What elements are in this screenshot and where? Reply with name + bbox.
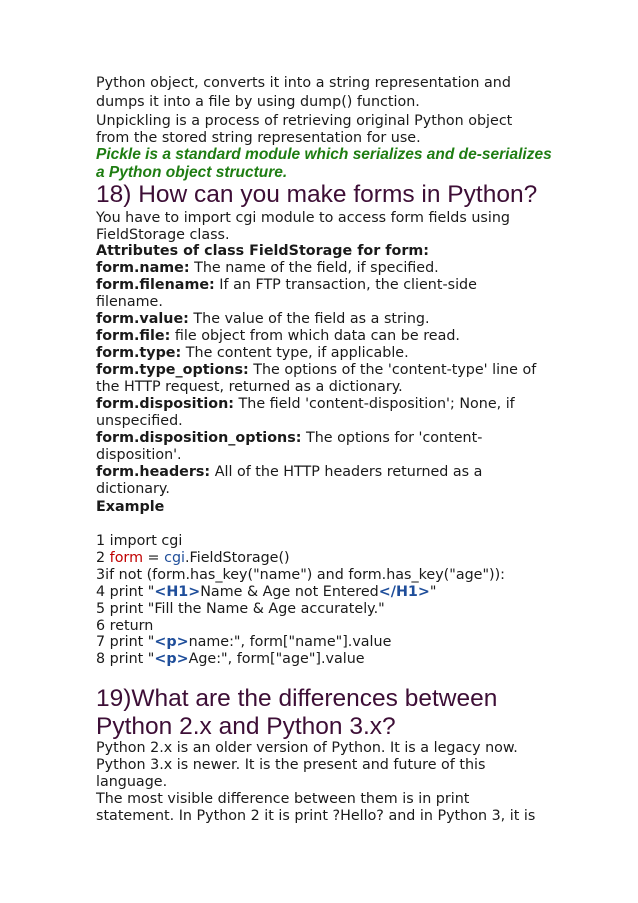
intro-line-4: from the stored string representation for use. xyxy=(96,130,421,146)
code-html-tag: <p> xyxy=(154,634,189,650)
attribute-name: form.disposition: xyxy=(96,396,234,412)
code-line-4 xyxy=(96,584,436,601)
code-text: 7 print " xyxy=(96,634,155,650)
code-text: 4 print " xyxy=(96,584,155,600)
section-19-line: statement. In Python 2 it is print ?Hello? and in Python 3, it is xyxy=(96,808,536,824)
attribute-description: filename. xyxy=(96,294,163,310)
attribute-description: The name of the field, if specified. xyxy=(189,260,439,276)
section-18-paragraph-line-2: FieldStorage class. xyxy=(96,227,230,243)
attribute-line xyxy=(96,345,409,362)
attribute-description: unspecified. xyxy=(96,413,183,429)
pickle-note-line-2: a Python object structure. xyxy=(96,164,288,181)
attribute-description: disposition'. xyxy=(96,447,182,463)
code-variable-form: form xyxy=(109,550,143,566)
attribute-line xyxy=(96,481,170,498)
attribute-name: form.disposition_options: xyxy=(96,430,302,446)
attribute-name: form.type: xyxy=(96,345,182,361)
attribute-description: the HTTP request, returned as a dictionary. xyxy=(96,379,403,395)
code-html-tag: </H1> xyxy=(378,584,430,600)
attribute-line xyxy=(96,311,430,328)
code-html-tag: <H1> xyxy=(154,584,201,600)
intro-line-1: Python object, converts it into a string representation and xyxy=(96,75,511,91)
section-19-line: The most visible difference between them is in print xyxy=(96,791,470,807)
attribute-line xyxy=(96,328,460,345)
attribute-line xyxy=(96,379,403,396)
attribute-description: The field 'content-disposition'; None, if xyxy=(234,396,515,412)
attribute-line xyxy=(96,396,515,413)
attribute-description: The content type, if applicable. xyxy=(181,345,409,361)
intro-line-2: dumps it into a file by using dump() function. xyxy=(96,94,420,110)
attributes-title: Attributes of class FieldStorage for form: xyxy=(96,243,429,259)
section-19-heading-line-2: Python 2.x and Python 3.x? xyxy=(96,713,396,740)
section-19-line: Python 2.x is an older version of Python. It is a legacy now. xyxy=(96,740,518,756)
section-18-paragraph-line-1: You have to import cgi module to access form fields using xyxy=(96,210,510,226)
attribute-line xyxy=(96,362,536,379)
attribute-line xyxy=(96,413,183,430)
attribute-line xyxy=(96,277,477,294)
attribute-name: form.file: xyxy=(96,328,171,344)
attribute-line xyxy=(96,260,439,277)
code-line-number: 2 xyxy=(96,550,110,566)
code-line-6: 6 return xyxy=(96,618,154,634)
code-line-5: 5 print "Fill the Name & Age accurately." xyxy=(96,601,385,617)
code-line-1: 1 import cgi xyxy=(96,533,183,549)
attribute-description: The value of the field as a string. xyxy=(188,311,430,327)
code-text: Name & Age not Entered xyxy=(200,584,379,600)
attribute-line xyxy=(96,294,163,311)
code-module-cgi: cgi xyxy=(164,550,185,566)
attribute-description: dictionary. xyxy=(96,481,170,497)
code-html-tag: <p> xyxy=(154,651,189,667)
attribute-line xyxy=(96,447,182,464)
attribute-description: All of the HTTP headers returned as a xyxy=(210,464,483,480)
attribute-line xyxy=(96,430,482,447)
attribute-description: The options of the 'content-type' line of xyxy=(248,362,537,378)
attribute-description: The options for 'content- xyxy=(301,430,483,446)
section-19-heading-line-1: 19)What are the differences between xyxy=(96,685,498,712)
example-label: Example xyxy=(96,499,165,515)
code-text: 8 print " xyxy=(96,651,155,667)
section-18-heading: 18) How can you make forms in Python? xyxy=(96,181,538,208)
attribute-name: form.headers: xyxy=(96,464,211,480)
attribute-name: form.type_options: xyxy=(96,362,249,378)
attribute-line xyxy=(96,464,482,481)
pickle-note-line-1: Pickle is a standard module which serializes and de-serializes xyxy=(96,146,552,163)
section-19-line: language. xyxy=(96,774,168,790)
attribute-description: If an FTP transaction, the client-side xyxy=(214,277,477,293)
code-operator: = xyxy=(143,550,165,566)
attribute-name: form.value: xyxy=(96,311,189,327)
code-text: Age:", form["age"].value xyxy=(188,651,365,667)
code-line-7 xyxy=(96,634,391,651)
code-text: name:", form["name"].value xyxy=(188,634,392,650)
intro-line-3: Unpickling is a process of retrieving original Python object xyxy=(96,113,513,129)
code-line-2 xyxy=(96,550,290,567)
attribute-name: form.name: xyxy=(96,260,190,276)
code-line-8 xyxy=(96,651,365,668)
attribute-name: form.filename: xyxy=(96,277,215,293)
code-text: " xyxy=(429,584,437,600)
code-call: .FieldStorage() xyxy=(185,550,290,566)
section-19-line: Python 3.x is newer. It is the present and future of this xyxy=(96,757,486,773)
code-line-3: 3if not (form.has_key("name") and form.has_key("age")): xyxy=(96,567,506,583)
attribute-description: file object from which data can be read. xyxy=(170,328,460,344)
